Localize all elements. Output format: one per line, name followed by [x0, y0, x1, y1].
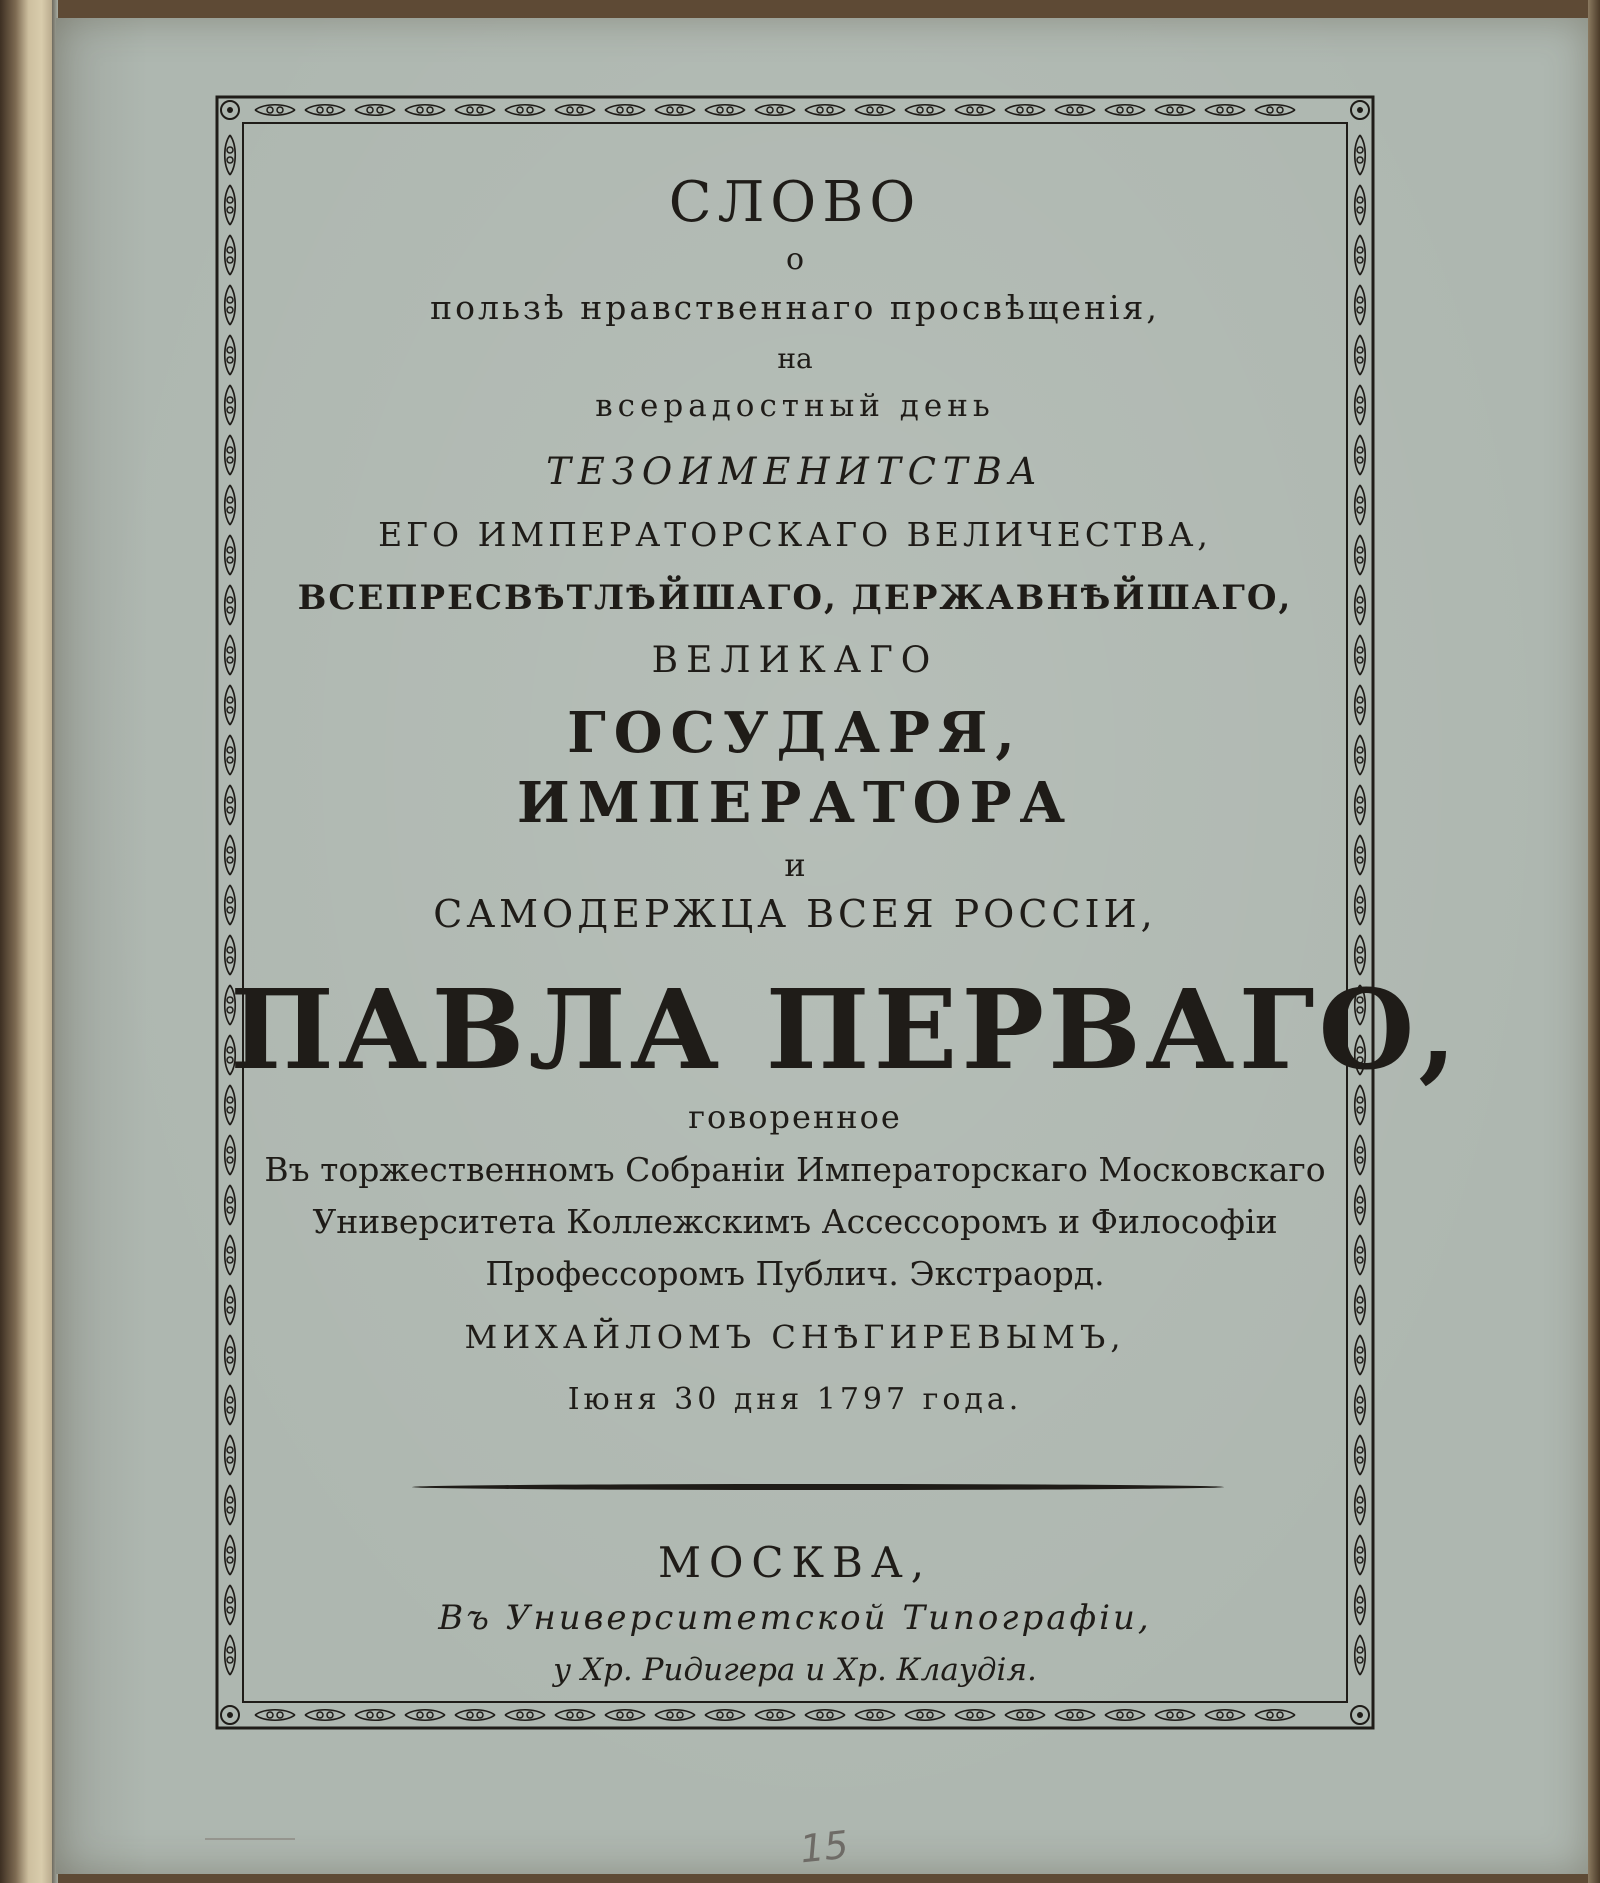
book-spine: [0, 0, 52, 1883]
speech-description: Въ торжественномъ Собраніи Императорскаго Московскаго: [264, 1150, 1326, 1189]
honorific-line: ЕГО ИМПЕРАТОРСКАГО ВЕЛИЧЕСТВА,: [378, 515, 1212, 554]
honorific-line: ВСЕПРЕСВѢТЛѢЙШАГО, ДЕРЖАВНѢЙШАГО,: [297, 578, 1293, 618]
subtitle-line: пользѣ нравственнаго просвѣщенія,: [430, 288, 1160, 327]
pencil-note: 15: [797, 1822, 851, 1872]
title-line: о: [785, 242, 805, 277]
speech-description: Университета Коллежскимъ Ассессоромъ и Философіи: [312, 1202, 1278, 1241]
occasion-line: ТЕЗОИМЕНИТСТВА: [546, 450, 1044, 493]
emperor-name: ПАВЛА ПЕРВАГО,: [230, 965, 1461, 1094]
honorific-line: ИМПЕРАТОРА: [516, 770, 1074, 836]
title-line: на: [777, 342, 813, 375]
title-line: и: [784, 846, 806, 884]
date-line: Іюня 30 дня 1797 года.: [567, 1382, 1023, 1417]
speech-description: Профессоромъ Публич. Экстраорд.: [485, 1254, 1105, 1293]
imprint-press: Въ Университетской Типографіи,: [438, 1598, 1152, 1638]
imprint-printers: у Хр. Ридигера и Хр. Клаудія.: [553, 1652, 1037, 1688]
divider-rule: [412, 1484, 1224, 1490]
imprint-city: МОСКВА,: [657, 1538, 933, 1587]
work-title: СЛОВО: [668, 170, 922, 235]
pencil-mark: [205, 1838, 295, 1840]
title-line: всерадостный день: [595, 388, 995, 424]
page-edge: [1588, 0, 1600, 1883]
title-line: говоренное: [688, 1098, 902, 1136]
honorific-line: ГОСУДАРЯ,: [567, 700, 1023, 766]
honorific-line: САМОДЕРЖЦА ВСЕЯ РОССІИ,: [433, 892, 1157, 936]
honorific-line: ВЕЛИКАГО: [651, 640, 939, 681]
author-name: МИХАЙЛОМЪ СНѢГИРЕВЫМЪ,: [464, 1318, 1126, 1356]
